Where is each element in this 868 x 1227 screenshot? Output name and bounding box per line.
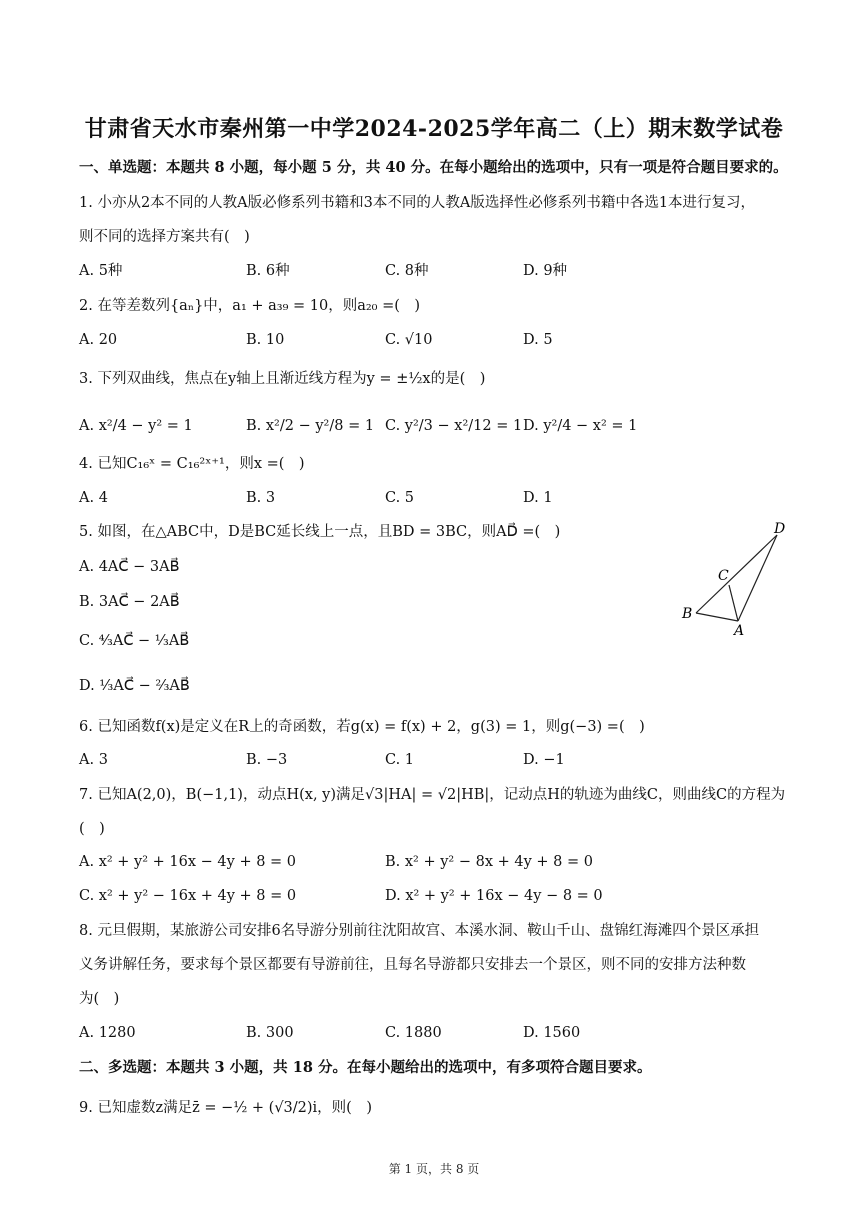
line-ad [738, 535, 777, 621]
question-1-text: 1. 小亦从2本不同的人教A版必修系列书籍和3本不同的人教A版选择性必修系列书籍中各选1本进行复习， [79, 195, 756, 211]
question-8-option-a: A. 1280 [79, 1025, 136, 1041]
question-7-option-b: B. x² + y² − 8x + 4y + 8 = 0 [385, 854, 593, 870]
question-4-option-d: D. 1 [523, 490, 553, 506]
question-5-option-b: B. 3AC⃗ − 2AB⃗ [79, 594, 180, 610]
question-5-option-a: A. 4AC⃗ − 3AB⃗ [79, 559, 180, 575]
triangle-figure [672, 515, 792, 645]
paper-title: 甘肃省天水市秦州第一中学2024-2025学年高二（上）期末数学试卷 [84, 116, 784, 142]
page-footer: 第 1 页，共 8 页 [388, 1162, 480, 1176]
question-2-option-d: D. 5 [523, 332, 553, 348]
question-4-option-c: C. 5 [385, 490, 415, 506]
question-1-option-c: C. 8种 [385, 263, 429, 279]
question-5-option-d: D. ¹⁄₃AC⃗ − ²⁄₃AB⃗ [79, 678, 190, 694]
question-8-text-cont-2: 为( ) [79, 991, 120, 1007]
question-5-text: 5. 如图，在△ABC中，D是BC延长线上一点，且BD = 3BC，则AD⃗ =( ) [79, 524, 561, 540]
label-b: B [682, 606, 693, 622]
question-3-option-b: B. x²/2 − y²/8 = 1 [246, 418, 375, 434]
question-2-option-c: C. √10 [385, 332, 433, 348]
question-3-option-a: A. x²/4 − y² = 1 [79, 418, 193, 434]
question-3-option-c: C. y²/3 − x²/12 = 1 [385, 418, 523, 434]
question-4-option-b: B. 3 [246, 490, 276, 506]
question-7-text: 7. 已知A(2,0)，B(−1,1)，动点H(x, y)满足√3|HA| = √2|HB|，记动点H的轨迹为曲线C，则曲线C的方程为 [79, 787, 786, 803]
question-1-option-d: D. 9种 [523, 263, 568, 279]
question-4-text: 4. 已知C₁₆ˣ = C₁₆²ˣ⁺¹，则x =( ) [79, 456, 305, 472]
question-7-option-d: D. x² + y² + 16x − 4y − 8 = 0 [385, 888, 603, 904]
line-ba [696, 613, 738, 621]
question-6-option-d: D. −1 [523, 752, 565, 768]
section-heading-multi-choice: 二、多选题：本题共 3 小题，共 18 分。在每小题给出的选项中，有多项符合题目要求。 [79, 1059, 652, 1076]
question-7-option-c: C. x² + y² − 16x + 4y + 8 = 0 [79, 888, 297, 904]
question-6-option-c: C. 1 [385, 752, 415, 768]
question-8-option-c: C. 1880 [385, 1025, 442, 1041]
question-2-option-b: B. 10 [246, 332, 285, 348]
question-8-option-d: D. 1560 [523, 1025, 581, 1041]
question-8-text-cont: 义务讲解任务，要求每个景区都要有导游前往，且每名导游都只安排去一个景区，则不同的安排方法种数 [79, 957, 746, 973]
label-c: C [718, 568, 729, 584]
line-ca [729, 585, 738, 621]
question-3-text: 3. 下列双曲线，焦点在y轴上且渐近线方程为y = ±½x的是( ) [79, 371, 486, 387]
question-7-text-cont: ( ) [79, 821, 105, 837]
line-bd [696, 535, 777, 613]
question-2-text: 2. 在等差数列{aₙ}中，a₁ + a₃₉ = 10，则a₂₀ =( ) [79, 298, 421, 314]
question-5-option-c: C. ⁴⁄₃AC⃗ − ¹⁄₃AB⃗ [79, 633, 190, 649]
question-6-option-a: A. 3 [79, 752, 108, 768]
label-d: D [774, 521, 786, 537]
question-1-text-cont: 则不同的选择方案共有( ) [79, 229, 250, 245]
question-4-option-a: A. 4 [79, 490, 108, 506]
question-8-text: 8. 元旦假期，某旅游公司安排6名导游分别前往沈阳故宫、本溪水洞、鞍山千山、盘锦红海滩四个景区承担 [79, 923, 760, 939]
question-1-option-a: A. 5种 [79, 263, 123, 279]
question-3-option-d: D. y²/4 − x² = 1 [523, 418, 638, 434]
question-6-text: 6. 已知函数f(x)是定义在R上的奇函数，若g(x) = f(x) + 2，g(3) = 1，则g(−3) =( ) [79, 719, 645, 735]
question-8-option-b: B. 300 [246, 1025, 294, 1041]
question-2-option-a: A. 20 [79, 332, 118, 348]
label-a: A [734, 623, 745, 639]
question-9-text: 9. 已知虚数z满足z̄ = −½ + (√3/2)i，则( ) [79, 1100, 373, 1116]
section-heading-single-choice: 一、单选题：本题共 8 小题，每小题 5 分，共 40 分。在每小题给出的选项中，只有一项是符合题目要求的。 [79, 159, 788, 176]
question-6-option-b: B. −3 [246, 752, 288, 768]
question-1-option-b: B. 6种 [246, 263, 290, 279]
question-7-option-a: A. x² + y² + 16x − 4y + 8 = 0 [79, 854, 297, 870]
